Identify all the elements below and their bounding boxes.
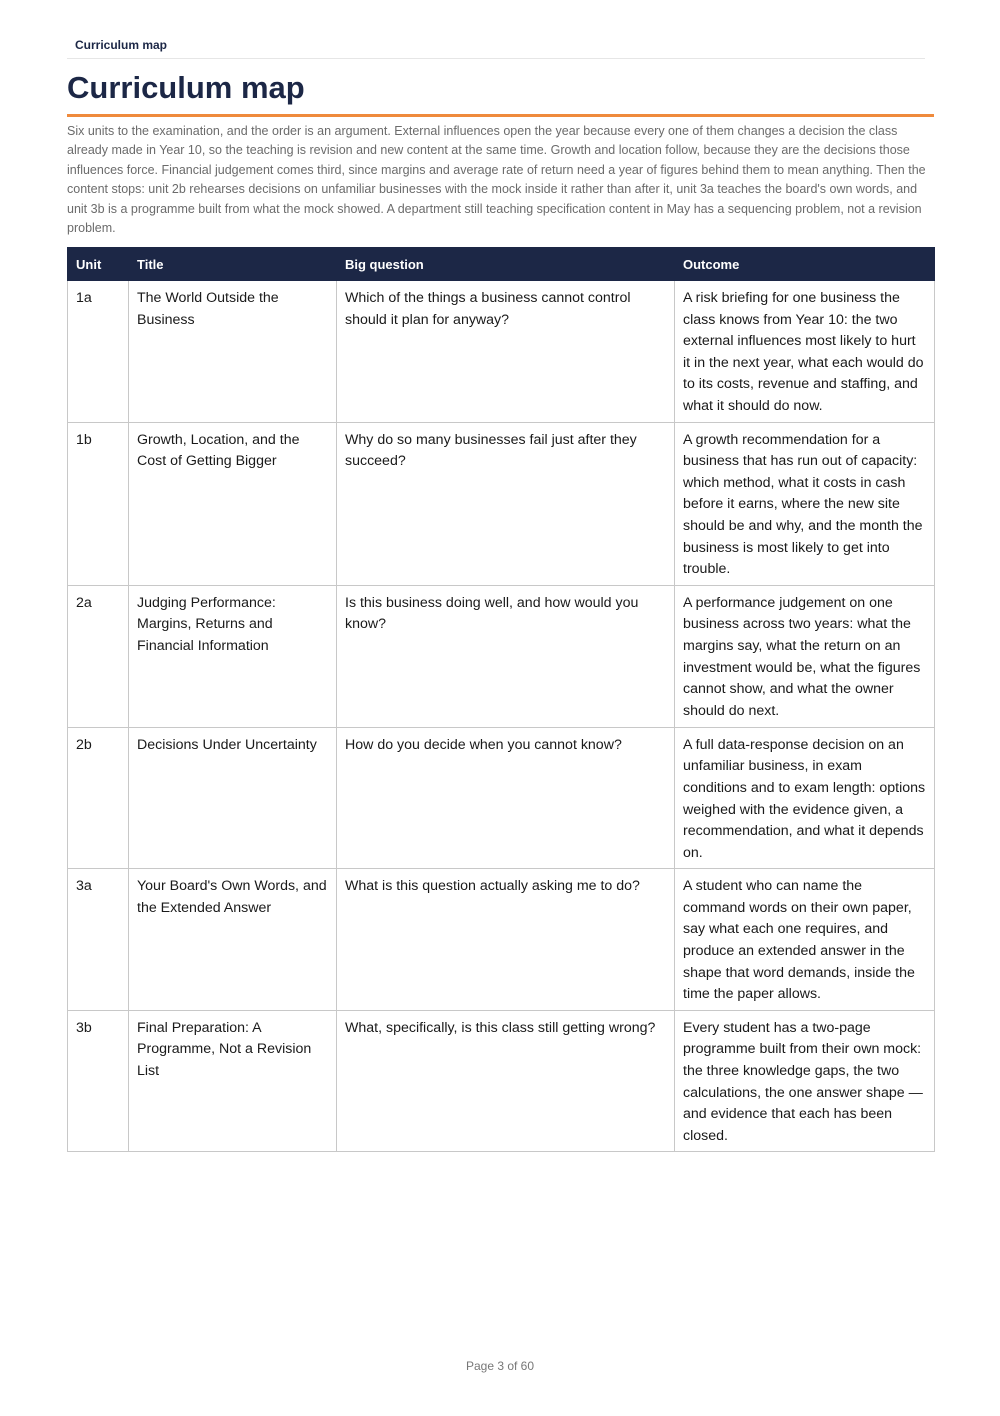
outcome-cell: A growth recommendation for a business that has run out of capacity: which method, what it costs in cash before it earns, where the new site should be and why, and the month the business is most likely to get into trouble. xyxy=(675,422,935,585)
table-row xyxy=(68,422,935,585)
title-cell: Growth, Location, and the Cost of Getting Bigger xyxy=(129,422,337,585)
running-header xyxy=(67,37,925,59)
question-cell: Which of the things a business cannot control should it plan for anyway? xyxy=(337,281,675,423)
unit-cell: 3b xyxy=(68,1010,129,1152)
title-cell: Decisions Under Uncertainty xyxy=(129,727,337,869)
page-title: Curriculum map xyxy=(67,70,305,105)
question-cell: Why do so many businesses fail just after they succeed? xyxy=(337,422,675,585)
unit-cell: 3a xyxy=(68,869,129,1011)
column-header-big-question: Big question xyxy=(337,248,675,281)
question-cell: What is this question actually asking me to do? xyxy=(337,869,675,1011)
outcome-cell: A performance judgement on one business across two years: what the margins say, what the return on an investment would be, what the figures cannot show, and what the owner should do next. xyxy=(675,585,935,727)
title-divider xyxy=(67,114,934,117)
title-cell: Judging Performance: Margins, Returns and Financial Information xyxy=(129,585,337,727)
unit-cell: 2a xyxy=(68,585,129,727)
table-row xyxy=(68,869,935,1011)
question-cell: What, specifically, is this class still getting wrong? xyxy=(337,1010,675,1152)
table-row xyxy=(68,727,935,869)
column-header-title: Title xyxy=(129,248,337,281)
table-row xyxy=(68,281,935,423)
question-cell: Is this business doing well, and how would you know? xyxy=(337,585,675,727)
intro-paragraph: Six units to the examination, and the order is an argument. External influences open the year because every one of them changes a decision the class already made in Year 10, so the teaching is revision and new content at the same time. Growth and location follow, because they are the decisions those influences force. Financial judgement comes third, since margins and average rate of return need a year of figures behind them to mean anything. Then the content stops: unit 2b rehearses decisions on unfamiliar businesses with the mock inside it rather than after it, unit 3a teaches the board's own words, and unit 3b is a programme built from what the mock showed. A department still teaching specification content in May has a sequencing problem, not a revision problem. xyxy=(67,124,926,236)
outcome-cell: A full data-response decision on an unfamiliar business, in exam conditions and to exam length: options weighed with the evidence given, a recommendation, and what it depends on. xyxy=(675,727,935,869)
unit-cell: 2b xyxy=(68,727,129,869)
outcome-cell: A student who can name the command words on their own paper, say what each one requires, and produce an extended answer in the shape that word demands, inside the time the paper allows. xyxy=(675,869,935,1011)
table-row xyxy=(68,585,935,727)
title-cell: The World Outside the Business xyxy=(129,281,337,423)
curriculum-table xyxy=(67,247,935,1152)
running-header-title: Curriculum map xyxy=(75,38,168,52)
table-row xyxy=(68,1010,935,1152)
title-cell: Your Board's Own Words, and the Extended Answer xyxy=(129,869,337,1011)
title-cell: Final Preparation: A Programme, Not a Revision List xyxy=(129,1010,337,1152)
column-header-outcome: Outcome xyxy=(675,248,935,281)
table-header-row xyxy=(68,248,935,281)
outcome-cell: Every student has a two-page programme built from their own mock: the three knowledge gaps, the two calculations, the one answer shape — and evidence that each has been closed. xyxy=(675,1010,935,1152)
unit-cell: 1a xyxy=(68,281,129,423)
outcome-cell: A risk briefing for one business the class knows from Year 10: the two external influences most likely to hurt it in the next year, what each would do to its costs, revenue and staffing, and what it should do now. xyxy=(675,281,935,423)
column-header-unit: Unit xyxy=(68,248,129,281)
page-number: Page 3 of 60 xyxy=(465,1359,535,1373)
question-cell: How do you decide when you cannot know? xyxy=(337,727,675,869)
unit-cell: 1b xyxy=(68,422,129,585)
